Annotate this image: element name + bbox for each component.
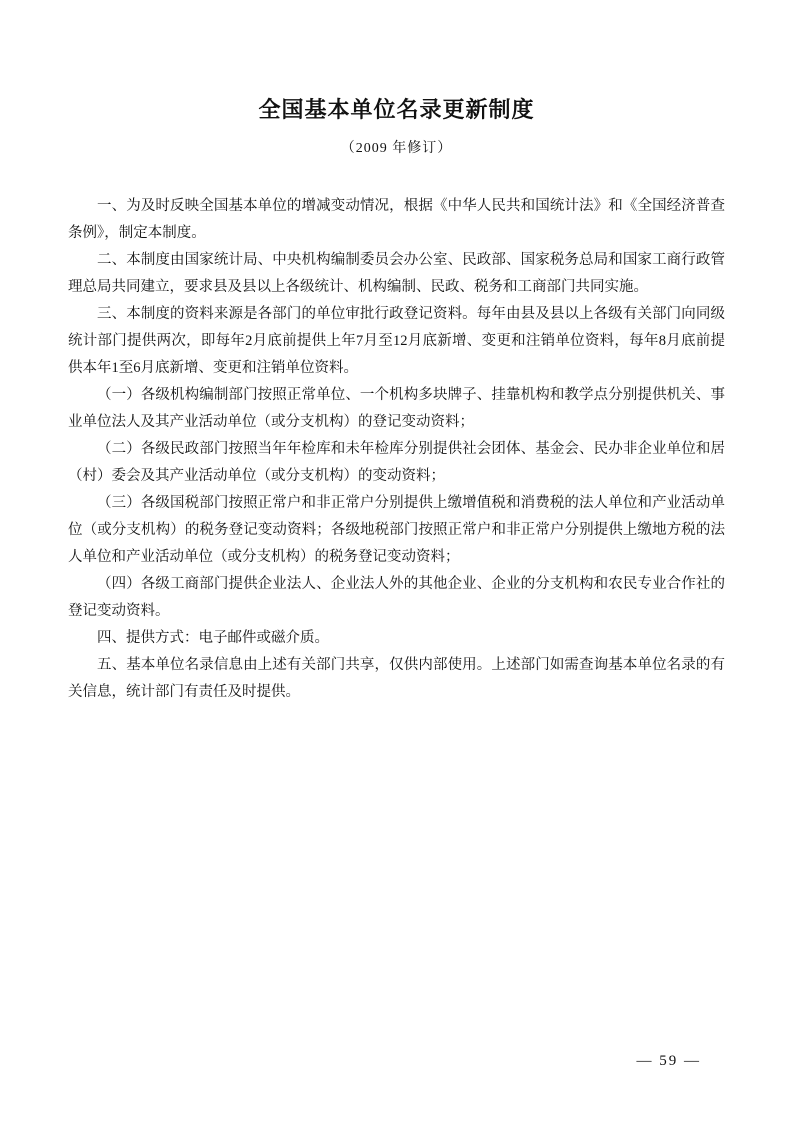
body-paragraph: 五、基本单位名录信息由上述有关部门共享，仅供内部使用。上述部门如需查询基本单位名录的有关信息，统计部门有责任及时提供。 xyxy=(68,657,725,700)
body-paragraph: 三、本制度的资料来源是各部门的单位审批行政登记资料。每年由县及县以上各级有关部门向同级统计部门提供两次，即每年2月底前提供上年7月至12月底新增、变更和注销单位资料，每年8月底前提供本年1至6月底新增、变更和注销单位资料。 xyxy=(68,306,725,376)
body-paragraph: （一）各级机构编制部门按照正常单位、一个机构多块牌子、挂靠机构和教学点分别提供机关、事业单位法人及其产业活动单位（或分支机构）的登记变动资料； xyxy=(68,387,725,430)
body-paragraph: 一、为及时反映全国基本单位的增减变动情况，根据《中华人民共和国统计法》和《全国经济普查条例》，制定本制度。 xyxy=(68,198,725,241)
body-paragraph: （三）各级国税部门按照正常户和非正常户分别提供上缴增值税和消费税的法人单位和产业活动单位（或分支机构）的税务登记变动资料；各级地税部门按照正常户和非正常户分别提供上缴地方税的法人单位和产业活动单位（或分支机构）的税务登记变动资料； xyxy=(68,495,725,565)
body-paragraph: （二）各级民政部门按照当年年检库和未年检库分别提供社会团体、基金会、民办非企业单位和居（村）委会及其产业活动单位（或分支机构）的变动资料； xyxy=(68,441,725,484)
document-body xyxy=(68,193,725,706)
body-paragraph: （四）各级工商部门提供企业法人、企业法人外的其他企业、企业的分支机构和农民专业合作社的登记变动资料。 xyxy=(68,576,725,619)
document-title: 全国基本单位名录更新制度 xyxy=(258,97,535,122)
body-paragraph: 四、提供方式：电子邮件或磁介质。 xyxy=(97,630,329,646)
body-paragraph: 二、本制度由国家统计局、中央机构编制委员会办公室、民政部、国家税务总局和国家工商行政管理总局共同建立，要求县及县以上各级统计、机构编制、民政、税务和工商部门共同实施。 xyxy=(68,252,725,295)
document-subtitle: （2009 年修订） xyxy=(340,141,453,156)
page-number: — 59 — xyxy=(636,1053,701,1069)
